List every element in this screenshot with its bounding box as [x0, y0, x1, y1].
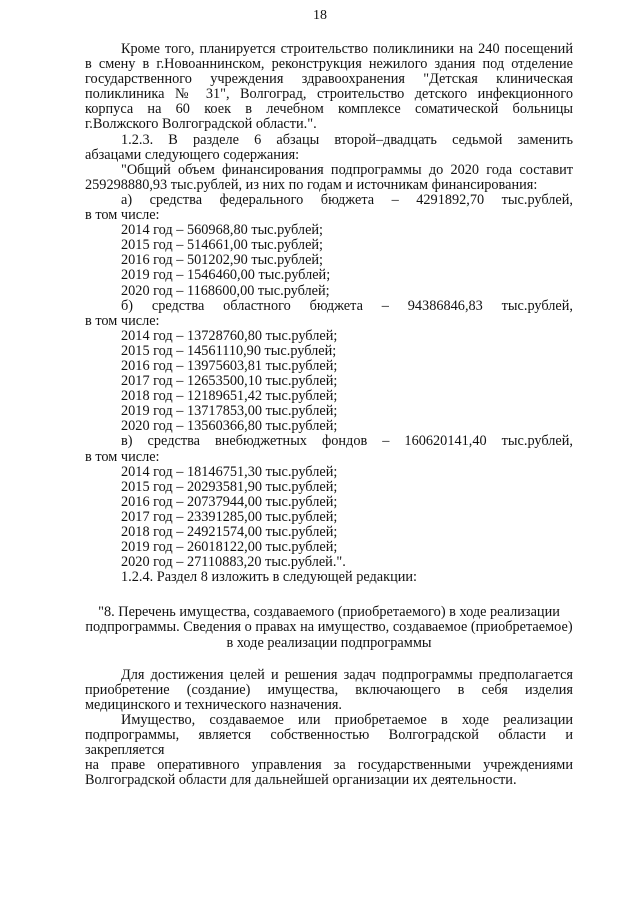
- year-amount-line: 2016 год – 501202,90 тыс.рублей;: [121, 252, 324, 269]
- text-line: Волгоградской области для дальнейшей организации их деятельности.: [85, 772, 517, 789]
- paragraph-goals: [85, 668, 573, 713]
- text-line: корпуса на 60 коек в лечебном комплексе соматической больницы: [85, 101, 573, 118]
- text-line: в смену в г.Новоаннинском, реконструкция нежилого здания под отделение: [85, 56, 573, 73]
- year-amount-line: 2014 год – 560968,80 тыс.рублей;: [121, 222, 324, 239]
- year-amount-line: 2019 год – 1546460,00 тыс.рублей;: [121, 267, 331, 284]
- year-amount-line: 2015 год – 14561110,90 тыс.рублей;: [121, 342, 337, 359]
- text-line: медицинского и технического назначения.: [85, 696, 343, 713]
- text-line: б) средства областного бюджета – 94386846,83 тыс.рублей,: [121, 297, 573, 314]
- heading-line: в ходе реализации подпрограммы: [226, 634, 432, 651]
- year-amount-line: 2020 год – 13560366,80 тыс.рублей;: [121, 418, 338, 435]
- text-line: в том числе:: [85, 207, 160, 224]
- year-amount-line: 2014 год – 13728760,80 тыс.рублей;: [121, 327, 338, 344]
- section-heading: [85, 605, 573, 650]
- year-amount-line: 2015 год – 514661,00 тыс.рублей;: [121, 237, 324, 254]
- year-amount-line: 2018 год – 12189651,42 тыс.рублей;: [121, 388, 338, 405]
- text-line: 259298880,93 тыс.рублей, из них по годам и источникам финансирования:: [85, 176, 538, 193]
- text-line: в) средства внебюджетных фондов – 160620141,40 тыс.рублей,: [121, 433, 573, 450]
- clause-1-2-3: [85, 133, 573, 163]
- text-line: Для достижения целей и решения задач подпрограммы предполагается: [121, 666, 573, 683]
- text-line: Имущество, создаваемое или приобретаемое в ходе реализации: [121, 711, 573, 728]
- year-amount-line: 2016 год – 20737944,00 тыс.рублей;: [121, 493, 338, 510]
- year-amount-line: 2017 год – 23391285,00 тыс.рублей;: [121, 508, 338, 525]
- year-amount-line: 2019 год – 13717853,00 тыс.рублей;: [121, 403, 338, 420]
- year-amount-line: 2020 год – 1168600,00 тыс.рублей;: [121, 282, 330, 299]
- year-amount-line: 2014 год – 18146751,30 тыс.рублей;: [121, 463, 338, 480]
- paragraph-construction: [85, 42, 573, 133]
- page-number: 18: [313, 8, 327, 23]
- year-amount-line: 2017 год – 12653500,10 тыс.рублей;: [121, 373, 338, 390]
- text-line: государственного учреждения здравоохранения "Детская клиническая: [85, 71, 573, 88]
- text-line: "Общий объем финансирования подпрограммы до 2020 года составит: [121, 161, 573, 178]
- year-amount-line: 2020 год – 27110883,20 тыс.рублей.".: [121, 554, 346, 571]
- text-line: абзацами следующего содержания:: [85, 146, 300, 163]
- text-line: а) средства федерального бюджета – 4291892,70 тыс.рублей,: [121, 191, 573, 208]
- federal-budget-block: [85, 193, 573, 299]
- off-budget-funds-block: [85, 434, 573, 570]
- year-amount-line: 2015 год – 20293581,90 тыс.рублей;: [121, 478, 338, 495]
- text-line: в том числе:: [85, 312, 160, 329]
- year-amount-line: 2019 год – 26018122,00 тыс.рублей;: [121, 539, 338, 556]
- heading-line: "8. Перечень имущества, создаваемого (приобретаемого) в ходе реализации: [98, 604, 560, 621]
- clause-1-2-4: 1.2.4. Раздел 8 изложить в следующей редакции:: [121, 569, 418, 586]
- text-line: Кроме того, планируется строительство поликлиники на 240 посещений: [121, 41, 573, 57]
- text-line: подпрограммы, является собственностью Волгоградской области и закрепляется: [85, 727, 573, 759]
- text-line: 1.2.3. В разделе 6 абзацы второй–двадцать седьмой заменить: [121, 131, 573, 148]
- paragraph-total-financing: [85, 163, 573, 193]
- document-body: [85, 42, 573, 788]
- year-amount-line: 2018 год – 24921574,00 тыс.рублей;: [121, 524, 338, 540]
- text-line: поликлиника № 31", Волгоград, строительство детского инфекционного: [85, 86, 573, 103]
- regional-budget-block: [85, 299, 573, 435]
- heading-line: подпрограммы. Сведения о правах на имущество, создаваемое (приобретаемое): [85, 619, 573, 636]
- year-amount-line: 2016 год – 13975603,81 тыс.рублей;: [121, 357, 338, 374]
- text-line: приобретение (создание) имущества, включающего в себя изделия: [85, 681, 573, 698]
- text-line: в том числе:: [85, 448, 160, 465]
- text-line: на праве оперативного управления за государственными учреждениями: [85, 757, 573, 774]
- paragraph-property: [85, 713, 573, 788]
- text-line: г.Волжского Волгоградской области.".: [85, 116, 317, 133]
